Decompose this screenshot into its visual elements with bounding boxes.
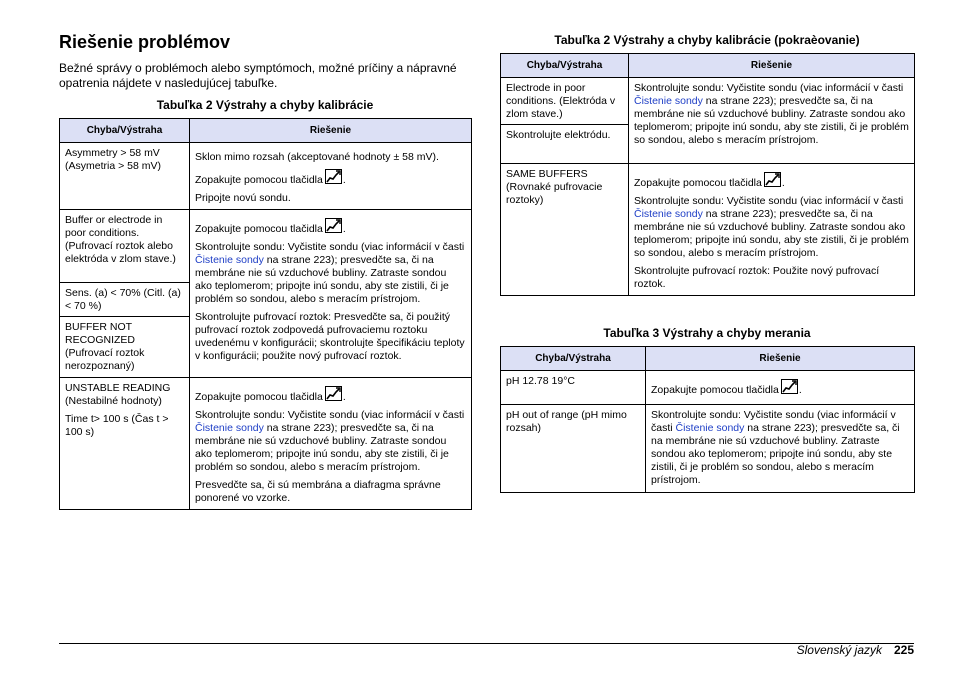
solution-cell — [190, 143, 472, 210]
solution-text: Sklon mimo rozsah (akceptované hodnoty ± 58 mV). — [195, 151, 439, 163]
solution-text: Skontrolujte sondu: Vyčistite sondu (viac informácií v časti Čistenie sondy na strane 223); presvedčte sa, či na membráne nie sú vzduchové bubliny. Zatraste sondou ako teplomerom; pripojte inú sondu, aby ste zistili, či je problém so sondou, alebo s meracím prístrojom. — [634, 82, 909, 146]
link-cistenie-sondy[interactable]: Čistenie sondy — [634, 208, 703, 220]
table-caption-measurement: Tabuľka 3 Výstrahy a chyby merania — [603, 326, 811, 340]
solution-text: Zopakujte pomocou tlačidla . — [195, 218, 466, 236]
solution-text: Skontrolujte pufrovací roztok: Použite nový pufrovací roztok. — [634, 265, 880, 290]
link-cistenie-sondy[interactable]: Čistenie sondy — [195, 254, 264, 266]
error-cell: pH out of range (pH mimo rozsah) — [501, 405, 646, 493]
error-item: Skontrolujte elektródu. — [506, 129, 611, 141]
column-header-error: Chyba/Výstraha — [501, 54, 629, 78]
error-item: BUFFER NOT RECOGNIZED (Pufrovací roztok nerozpoznaný) — [65, 321, 145, 372]
calibration-pencil-icon — [325, 386, 342, 401]
solution-text: Zopakujte pomocou tlačidla . — [195, 386, 466, 404]
solution-cell — [629, 78, 915, 164]
solution-text: Skontrolujte pufrovací roztok: Presvedčte sa, či použitý pufrovací roztok zodpovedá pufrovaciemu roztoku uvedenému v konfigurácii; skontrolujte špecifikáciu teploty v konfigurácii; použite nový pufrovací roztok. — [195, 311, 465, 362]
error-cell — [60, 210, 190, 378]
solution-cell — [646, 405, 915, 493]
link-cistenie-sondy[interactable]: Čistenie sondy — [195, 422, 264, 434]
column-header-error: Chyba/Výstraha — [501, 347, 646, 371]
table-row — [501, 78, 915, 164]
error-cell: SAME BUFFERS (Rovnaké pufrovacie roztoky) — [501, 164, 629, 296]
link-cistenie-sondy[interactable]: Čistenie sondy — [675, 422, 745, 434]
table-row — [60, 143, 472, 210]
link-cistenie-sondy[interactable]: Čistenie sondy — [634, 95, 703, 107]
calibration-errors-table — [59, 118, 472, 510]
table-row — [501, 164, 915, 296]
page-title: Riešenie problémov — [59, 32, 231, 52]
solution-cell — [190, 210, 472, 378]
calibration-pencil-icon — [764, 172, 781, 187]
solution-cell — [646, 371, 915, 405]
table-header-row — [501, 347, 915, 371]
error-item: Sens. (a) < 70% (Citl. (a) < 70 %) — [60, 283, 189, 317]
column-header-error: Chyba/Výstraha — [60, 119, 190, 143]
calibration-pencil-icon — [325, 169, 342, 184]
calibration-pencil-icon — [325, 218, 342, 233]
table-row — [501, 405, 915, 493]
column-header-solution: Riešenie — [629, 54, 915, 78]
calibration-errors-table-continued — [500, 53, 915, 296]
measurement-errors-table — [500, 346, 915, 493]
solution-text: Skontrolujte sondu: Vyčistite sondu (viac informácií v časti Čistenie sondy na strane 223); presvedčte sa, či na membráne nie sú vzduchové bubliny. Zatraste sondou ako teplomerom; pripojte inú sondu, aby ste zistili, či je problém so sondou, alebo s meracím prístrojom. — [634, 195, 909, 259]
error-cell — [501, 78, 629, 164]
solution-text: Zopakujte pomocou tlačidla . — [651, 379, 909, 397]
table-caption-calibration: Tabuľka 2 Výstrahy a chyby kalibrácie — [156, 98, 374, 112]
solution-text: Skontrolujte sondu: Vyčistite sondu (viac informácií v časti Čistenie sondy na strane 223); presvedčte sa, či na membráne nie sú vzduchové bubliny. Zatraste sondou ako teplomerom; pripojte inú sondu, aby ste zistili, či je problém so sondou, alebo s meracím prístrojom. — [195, 241, 465, 305]
solution-text: Pripojte novú sondu. — [195, 192, 291, 204]
solution-text: Skontrolujte sondu: Vyčistite sondu (viac informácií v časti Čistenie sondy na strane 223); presvedčte sa, či na membráne nie sú vzduchové bubliny. Zatraste sondou ako teplomerom; pripojte inú sondu, aby ste zistili, či je problém so sondou, alebo s meracím prístrojom. — [195, 409, 465, 473]
footer-page-number: 225 — [893, 643, 914, 657]
table-row — [60, 378, 472, 510]
calibration-pencil-icon — [781, 379, 798, 394]
error-cell: Asymmetry > 58 mV (Asymetria > 58 mV) — [60, 143, 190, 210]
column-header-solution: Riešenie — [646, 347, 915, 371]
error-item: Time t> 100 s (Čas t > 100 s) — [65, 413, 169, 438]
solution-cell — [629, 164, 915, 296]
solution-text: Zopakujte pomocou tlačidla . — [195, 169, 466, 187]
table-header-row — [501, 54, 915, 78]
error-item: UNSTABLE READING (Nestabilné hodnoty) — [65, 382, 171, 407]
solution-text: Zopakujte pomocou tlačidla . — [634, 172, 909, 190]
column-header-solution: Riešenie — [190, 119, 472, 143]
footer-language: Slovenský jazyk — [796, 643, 882, 657]
solution-cell — [190, 378, 472, 510]
intro-paragraph: Bežné správy o problémoch alebo symptómoch, možné príčiny a nápravné opatrenia nájdete v nasledujúcej tabuľke. — [59, 61, 457, 90]
table-row — [60, 210, 472, 378]
table-row — [501, 371, 915, 405]
solution-text: Skontrolujte sondu: Vyčistite sondu (viac informácií v časti Čistenie sondy na strane 223); presvedčte sa, či na membráne nie sú vzduchové bubliny. Zatraste sondou ako teplomerom; pripojte inú sondu, aby ste zistili, či je problém so sondou, alebo s meracím prístrojom. — [651, 409, 900, 486]
error-cell: pH 12.78 19°C — [501, 371, 646, 405]
table-header-row — [60, 119, 472, 143]
solution-text: Presvedčte sa, či sú membrána a diafragma správne ponorené vo vzorke. — [195, 479, 441, 504]
table-caption-calibration-continued: Tabuľka 2 Výstrahy a chyby kalibrácie (pokraèovanie) — [554, 33, 860, 47]
error-item: Buffer or electrode in poor conditions. (Pufrovací roztok alebo elektróda v zlom stave.) — [60, 210, 189, 283]
error-item: Electrode in poor conditions. (Elektróda v zlom stave.) — [501, 78, 628, 125]
error-cell — [60, 378, 190, 510]
